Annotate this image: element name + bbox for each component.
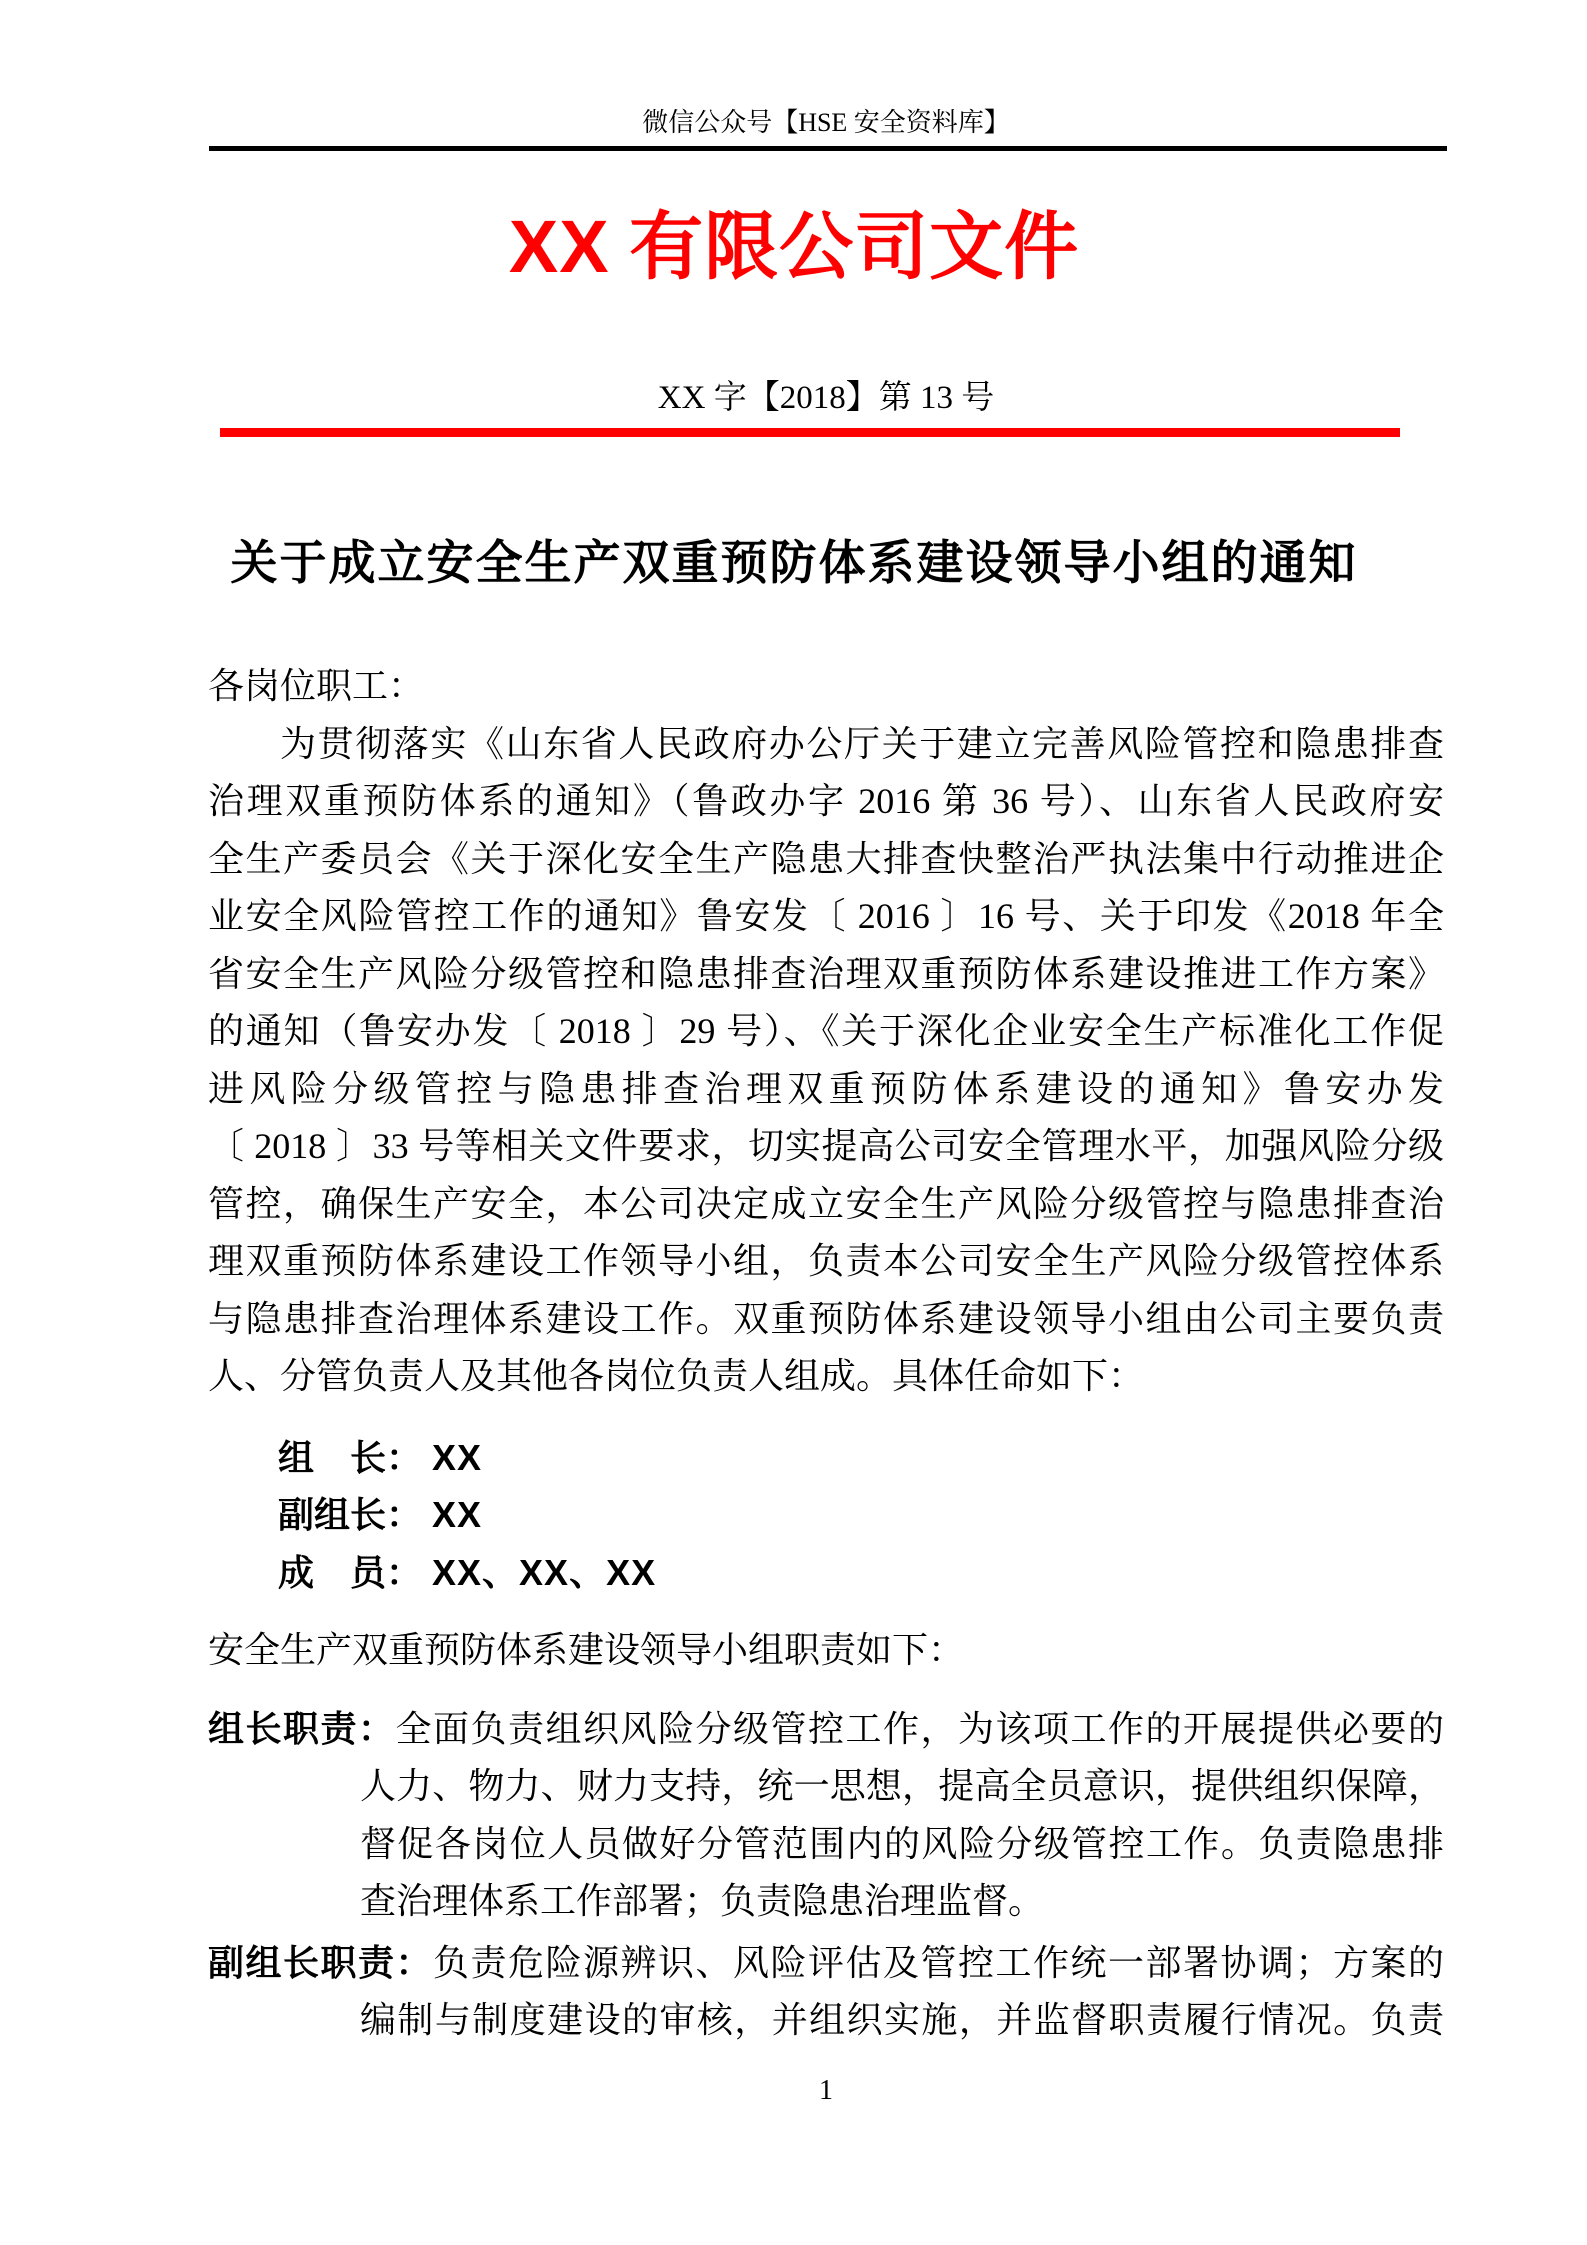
duties-intro: 安全生产双重预防体系建设领导小组职责如下： xyxy=(208,1630,965,1670)
appointment-row-leader xyxy=(278,1429,1444,1487)
duty-continuation-line: 编制与制度建设的审核，并组织实施，并监督职责履行情况。负责 xyxy=(360,2000,1444,2040)
document-title: 关于成立安全生产双重预防体系建设领导小组的通知 xyxy=(230,538,1358,590)
paragraph-line: 全生产委员会《关于深化安全生产隐患大排查快整治严执法集中行动推进企 xyxy=(208,838,1444,879)
paragraph-line: 省安全生产风险分级管控和隐患排查治理双重预防体系建设推进工作方案》 xyxy=(208,953,1444,994)
paragraph-line: 人、分管负责人及其他各岗位负责人组成。具体任命如下： xyxy=(208,1356,1145,1396)
duty-first-line xyxy=(208,1701,1444,1759)
duty-text: 全面负责组织风险分级管控工作，为该项工作的开展提供必要的 xyxy=(395,1708,1444,1749)
duty-text: 负责危险源辨识、风险评估及管控工作统一部署协调；方案的 xyxy=(433,1942,1444,1983)
appointment-label: 副组长： xyxy=(278,1495,423,1535)
appointment-value: XX、XX、XX xyxy=(432,1551,657,1593)
duty-first-line xyxy=(208,1935,1444,1993)
paragraph-line: 为贯彻落实《山东省人民政府办公厅关于建立完善风险管控和隐患排查 xyxy=(280,723,1444,764)
paragraph-line: 的通知（鲁安办发〔 2018 〕29 号）、《关于深化企业安全生产标准化工作促 xyxy=(208,1011,1444,1051)
paragraph-line: 治理双重预防体系的通知》（鲁政办字 2016 第 36 号）、山东省人民政府安 xyxy=(208,781,1444,821)
greeting: 各岗位职工： xyxy=(208,666,425,706)
appointment-row-members xyxy=(278,1544,1444,1602)
paragraph-line: 〔 2018 〕33 号等相关文件要求，切实提高公司安全管理水平，加强风险分级 xyxy=(208,1126,1444,1166)
paragraph-line: 进风险分级管控与隐患排查治理双重预防体系建设的通知》鲁安办发 xyxy=(208,1068,1444,1109)
duty-continuation-line: 查治理体系工作部署；负责隐患治理监督。 xyxy=(360,1881,1045,1921)
company-title-text: 有限公司文件 xyxy=(609,207,1080,289)
page-number: 1 xyxy=(819,2075,833,2106)
company-title xyxy=(176,196,1412,299)
document-body xyxy=(208,658,1444,2050)
paragraph-line: 与隐患排查治理体系建设工作。双重预防体系建设领导小组由公司主要负责 xyxy=(208,1298,1444,1339)
appointment-row-deputy-leader xyxy=(278,1486,1444,1544)
duty-label: 副组长职责： xyxy=(208,1942,433,1983)
doc-number: XX 字【2018】第 13 号 xyxy=(657,380,995,416)
company-title-latin: XX xyxy=(508,205,610,288)
appointment-label: 成 员： xyxy=(278,1552,423,1593)
appointment-value: XX xyxy=(432,1494,483,1535)
appointment-label: 组 长： xyxy=(278,1437,423,1478)
duty-continuation-line: 督促各岗位人员做好分管范围内的风险分级管控工作。负责隐患排 xyxy=(360,1823,1444,1864)
header-divider-line xyxy=(209,146,1447,151)
paragraph-line: 业安全风险管控工作的通知》鲁安发〔 2016 〕16 号、关于印发《2018 年全 xyxy=(208,896,1444,936)
paragraph-line: 理双重预防体系建设工作领导小组，负责本公司安全生产风险分级管控体系 xyxy=(208,1241,1444,1281)
appointments-list xyxy=(208,1429,1444,1602)
paragraph-line: 管控，确保生产安全，本公司决定成立安全生产风险分级管控与隐患排查治 xyxy=(208,1183,1444,1224)
duty-continuation-line: 人力、物力、财力支持，统一思想，提高全员意识，提供组织保障， xyxy=(360,1766,1444,1806)
red-divider-line xyxy=(220,428,1400,437)
duty-deputy-leader-block xyxy=(208,1935,1444,2050)
duty-label: 组长职责： xyxy=(208,1708,396,1749)
appointment-value: XX xyxy=(432,1436,483,1478)
duty-leader-block xyxy=(208,1701,1444,1931)
wechat-watermark-header: 微信公众号【HSE 安全资料库】 xyxy=(642,108,1010,137)
